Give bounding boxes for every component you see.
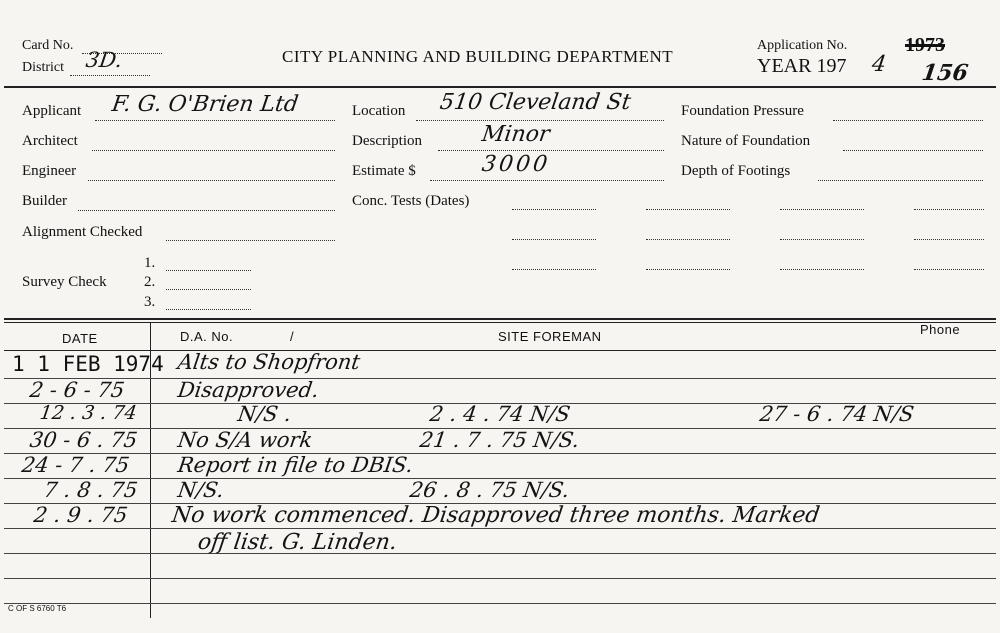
da-slash: / <box>290 329 295 344</box>
row-entry-third: 27 - 6 . 74 N/S <box>758 402 916 426</box>
card-no-label: Card No. <box>22 38 74 53</box>
depth-of-footings-line <box>818 180 983 181</box>
nature-of-foundation-label: Nature of Foundation <box>681 133 811 149</box>
survey-2-line <box>166 289 251 290</box>
row-entry: No S/A work <box>176 428 315 452</box>
row-date: 24 - 7 . 75 <box>20 453 131 477</box>
site-foreman-column-header: SITE FOREMAN <box>498 329 602 344</box>
district-value: 3D. <box>84 48 124 72</box>
conc-test-slot <box>646 209 730 210</box>
department-title: CITY PLANNING AND BUILDING DEPARTMENT <box>282 47 674 66</box>
alignment-line <box>166 240 335 241</box>
da-column-header: D.A. No. <box>180 329 234 344</box>
row-entry: N/S. <box>176 478 226 502</box>
foundation-pressure-label: Foundation Pressure <box>681 103 804 119</box>
year-digit: 4 <box>870 52 888 77</box>
engineer-line <box>88 180 335 181</box>
description-label: Description <box>352 133 422 149</box>
row-entry-second: 26 . 8 . 75 N/S. <box>408 478 571 502</box>
survey-1-label: 1. <box>144 255 156 271</box>
conc-tests-label: Conc. Tests (Dates) <box>352 193 470 209</box>
applicant-value: F. G. O'Brien Ltd <box>110 92 300 117</box>
survey-label: Survey Check <box>22 274 107 290</box>
architect-label: Architect <box>22 133 78 149</box>
applicant-line <box>95 120 335 121</box>
survey-1-line <box>166 270 251 271</box>
application-no-label: Application No. <box>757 38 848 53</box>
estimate-line <box>430 180 664 181</box>
table-row-line <box>4 453 996 454</box>
row-date: 7 . 8 . 75 <box>42 478 140 502</box>
row-entry: Alts to Shopfront <box>176 350 362 374</box>
row-date: 2 - 6 - 75 <box>28 378 127 402</box>
architect-line <box>92 150 335 151</box>
phone-column-header: Phone <box>920 322 961 337</box>
conc-test-slot <box>646 269 730 270</box>
conc-test-slot <box>780 239 864 240</box>
alignment-label: Alignment Checked <box>22 224 143 240</box>
conc-test-slot <box>512 269 596 270</box>
row-entry: off list. G. Linden. <box>196 530 399 555</box>
location-value: 510 Cleveland St <box>438 90 633 115</box>
table-row-line <box>4 578 996 579</box>
description-line <box>438 150 664 151</box>
row-entry: N/S . <box>236 402 293 426</box>
description-value: Minor <box>480 122 552 147</box>
table-top-border <box>4 318 996 320</box>
district-label: District <box>22 60 64 75</box>
row-entry: Report in file to DBIS. <box>176 453 415 477</box>
row-date: 1 1 FEB 1974 <box>12 352 164 376</box>
estimate-value: 3000 <box>480 152 552 177</box>
builder-line <box>78 210 335 211</box>
conc-test-slot <box>914 269 984 270</box>
table-row-line <box>4 528 996 529</box>
row-date: 2 . 9 . 75 <box>32 503 130 527</box>
row-date: 30 - 6 . 75 <box>28 428 139 452</box>
district-line <box>70 75 150 76</box>
survey-2-label: 2. <box>144 274 156 290</box>
header-row-divider <box>4 350 996 351</box>
row-entry-second: 2 . 4 . 74 N/S <box>428 402 572 426</box>
row-entry: No work commenced. Disapproved three months. Marked <box>170 503 822 528</box>
engineer-label: Engineer <box>22 163 77 179</box>
date-column-header: DATE <box>62 331 98 346</box>
conc-test-slot <box>914 239 984 240</box>
row-date: 12 . 3 . 74 <box>38 402 139 424</box>
survey-3-label: 3. <box>144 294 156 310</box>
depth-of-footings-label: Depth of Footings <box>681 163 791 179</box>
conc-test-slot <box>914 209 984 210</box>
table-row-line <box>4 553 996 554</box>
table-row-line <box>4 603 996 604</box>
foundation-pressure-line <box>833 120 983 121</box>
applicant-label: Applicant <box>22 103 82 119</box>
builder-label: Builder <box>22 193 67 209</box>
survey-3-line <box>166 309 251 310</box>
table-row-line <box>4 378 996 379</box>
row-entry-second: 21 . 7 . 75 N/S. <box>418 428 581 452</box>
conc-test-slot <box>512 209 596 210</box>
table-top-border-inner <box>4 322 996 323</box>
nature-of-foundation-line <box>843 150 983 151</box>
year-label: YEAR 197 <box>757 55 847 77</box>
header-divider <box>4 86 996 88</box>
form-code: C OF S 6760 T6 <box>8 604 67 613</box>
conc-test-slot <box>646 239 730 240</box>
conc-test-slot <box>780 269 864 270</box>
struck-app-number: 1973 <box>905 34 945 56</box>
application-number: 156 <box>920 60 970 86</box>
conc-test-slot <box>512 239 596 240</box>
location-line <box>416 120 664 121</box>
estimate-label: Estimate $ <box>352 163 416 179</box>
location-label: Location <box>352 103 406 119</box>
conc-test-slot <box>780 209 864 210</box>
row-entry: Disapproved. <box>176 378 321 402</box>
